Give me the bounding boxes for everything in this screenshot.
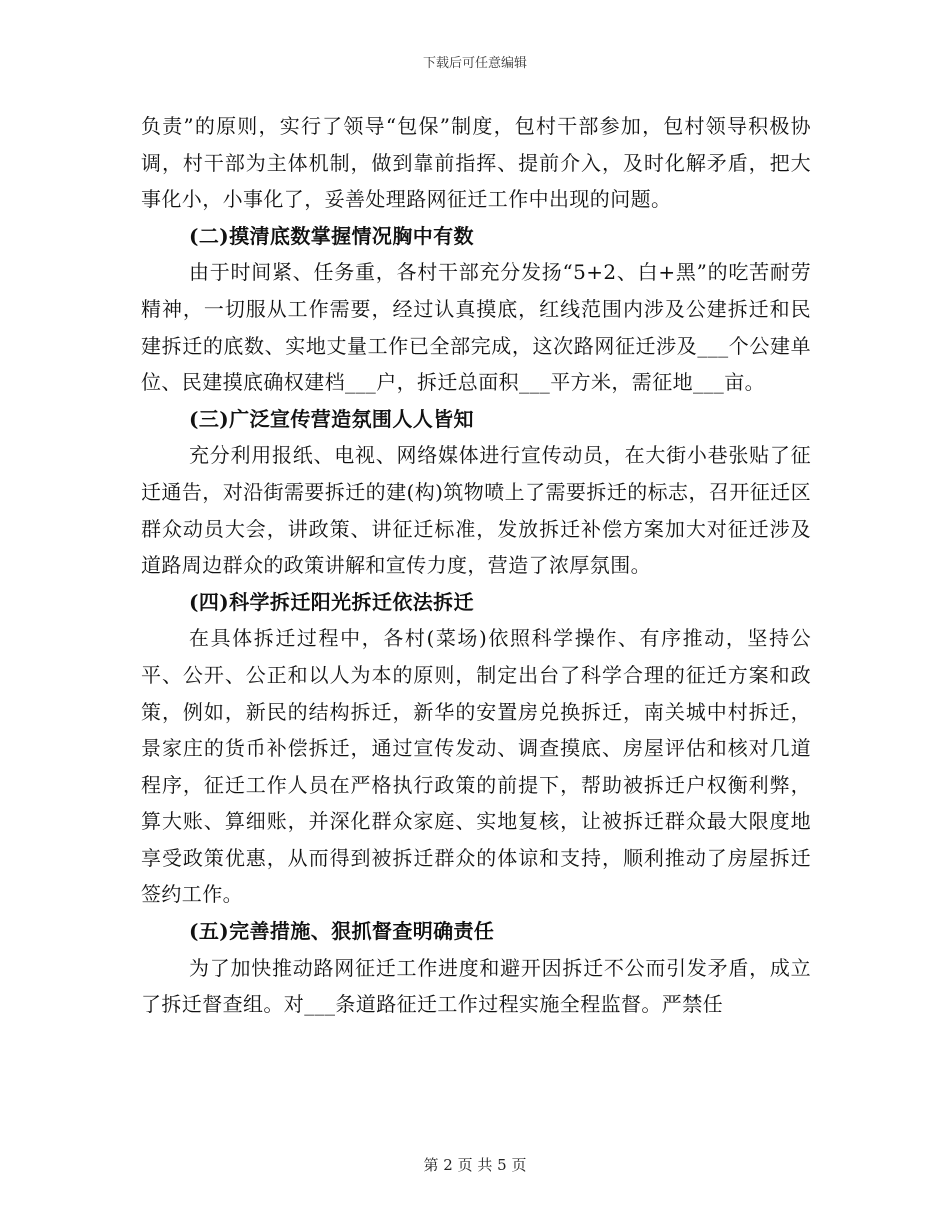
page-header: 下载后可任意编辑 bbox=[422, 56, 527, 71]
page-footer: 第 2 页 共 5 页 bbox=[423, 1156, 527, 1174]
section-heading: (四)科学拆迁阳光拆迁依法拆迁 bbox=[189, 589, 474, 614]
section-heading: (五)完善措施、狠抓督查明确责任 bbox=[189, 919, 495, 944]
paragraph: 由于时间紧、任务重，各村干部充分发扬“5+2、白+黑”的吃苦耐劳精神，一切服从工作需要，经过认真摸底，红线范围内涉及公建拆迁和民建拆迁的底数、实地丈量工作已全部完成，这次路网征迁涉及___个公建单位、民建摸底确权建档___户，拆迁总面积___平方米，需征地___亩。 bbox=[141, 260, 811, 395]
section-heading: (二)摸清底数掌握情况胸中有数 bbox=[189, 223, 474, 248]
paragraph: 为了加快推动路网征迁工作进度和避开因拆迁不公而引发矛盾，成立了拆迁督查组。对___条道路征迁工作过程实施全程监督。严禁任 bbox=[141, 955, 811, 1017]
paragraph: 在具体拆迁过程中，各村(菜场)依照科学操作、有序推动，坚持公平、公开、公正和以人为本的原则，制定出台了科学合理的征迁方案和政策，例如，新民的结构拆迁，新华的安置房兑换拆迁，南关城中村拆迁，景家庄的货币补偿拆迁，通过宣传发动、调查摸底、房屋评估和核对几道程序，征迁工作人员在严格执行政策的前提下，帮助被拆迁户权衡利弊，算大账、算细账，并深化群众家庭、实地复核，让被拆迁群众最大限度地享受政策优惠，从而得到被拆迁群众的体谅和支持，顺利推动了房屋拆迁签约工作。 bbox=[141, 626, 811, 907]
paragraph: 负责”的原则，实行了领导“包保”制度，包村干部参加，包村领导积极协调，村干部为主体机制，做到靠前指挥、提前介入，及时化解矛盾，把大事化小，小事化了，妥善处理路网征迁工作中出现的问题。 bbox=[141, 114, 811, 212]
section-heading: (三)广泛宣传营造氛围人人皆知 bbox=[189, 406, 474, 431]
document-body bbox=[141, 108, 811, 1023]
paragraph: 充分利用报纸、电视、网络媒体进行宣传动员，在大街小巷张贴了征迁通告，对沿街需要拆迁的建(构)筑物喷上了需要拆迁的标志，召开征迁区群众动员大会，讲政策、讲征迁标准，发放拆迁补偿方案加大对征迁涉及道路周边群众的政策讲解和宣传力度，营造了浓厚氛围。 bbox=[141, 443, 811, 578]
